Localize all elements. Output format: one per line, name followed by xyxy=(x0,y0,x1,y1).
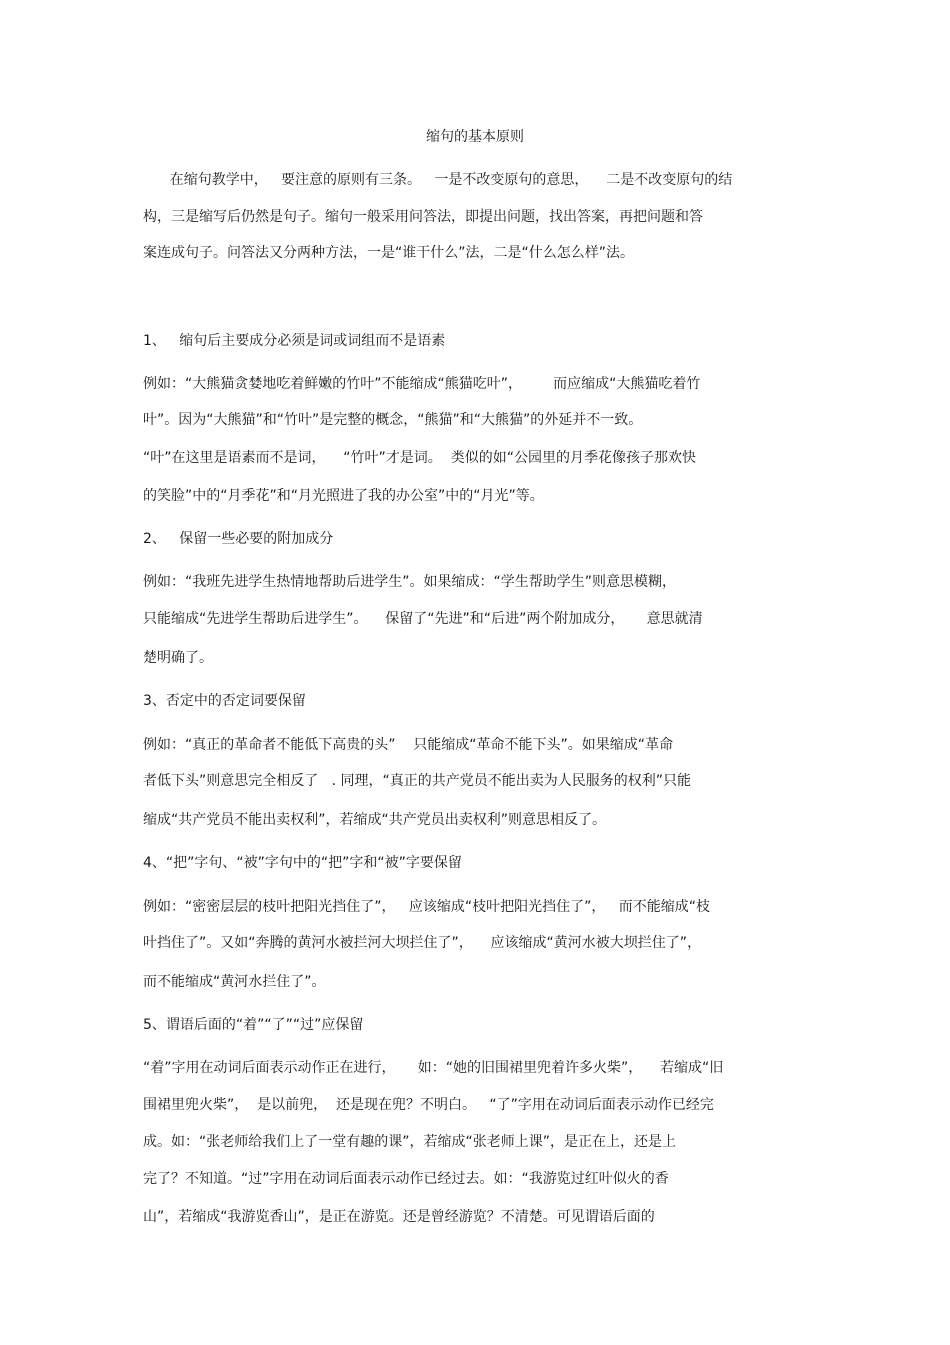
page-title: 缩句的基本原则 xyxy=(426,129,524,145)
intro-line: 在缩句教学中， 要注意的原则有三条。 一是不改变原句的意思， 二是不改变原句的结 xyxy=(143,172,733,188)
rule-text: “叶”在这里是语素而不是词， “竹叶”才是词。 类似的如“公园里的月季花像孩子那欢快 xyxy=(143,450,696,466)
rule-text: 围裙里兜火柴”， 是以前兜， 还是现在兜？不明白。 “了”字用在动词后面表示动作已经完 xyxy=(143,1097,714,1113)
rule-text: 只能缩成“先进学生帮助后进学生”。 保留了“先进”和“后进”两个附加成分， 意思就清 xyxy=(143,611,703,627)
rule-text: 叶”。因为“大熊猫”和“竹叶”是完整的概念，“熊猫”和“大熊猫”的外延并不一致。 xyxy=(143,412,643,428)
rule-text: 完了？不知道。“过”字用在动词后面表示动作已经过去。如：“我游览过红叶似火的香 xyxy=(143,1171,669,1187)
rule-text: 例如：“密密层层的枝叶把阳光挡住了”， 应该缩成“枝叶把阳光挡住了”， 而不能缩成“枝 xyxy=(143,899,710,915)
rule-text: 而不能缩成“黄河水拦住了”。 xyxy=(143,974,326,990)
rule-text: 叶挡住了”。又如“奔腾的黄河水被拦河大坝拦住了”， 应该缩成“黄河水被大坝拦住了”， xyxy=(143,935,702,951)
rule-text: 例如：“我班先进学生热情地帮助后进学生”。如果缩成：“学生帮助学生”则意思模糊， xyxy=(143,574,677,590)
rule-heading: 1、 缩句后主要成分必须是词或词组而不是语素 xyxy=(143,333,446,349)
rule-text: 例如：“大熊猫贪婪地吃着鲜嫩的竹叶”不能缩成“熊猫吃叶”， 而应缩成“大熊猫吃着竹 xyxy=(143,376,701,392)
rule-text: 楚明确了。 xyxy=(143,650,213,666)
rule-text: 例如：“真正的革命者不能低下高贵的头” 只能缩成“革命不能下头”。如果缩成“革命 xyxy=(143,737,674,753)
rule-heading: 4、“把”字句、“被”字句中的“把”字和“被”字要保留 xyxy=(143,855,462,871)
intro-line: 案连成句子。问答法又分两种方法，一是“谁干什么”法，二是“什么怎么样”法。 xyxy=(143,245,635,261)
rule-heading: 3、否定中的否定词要保留 xyxy=(143,693,306,709)
rule-text: 的笑脸”中的“月季花”和“月光照进了我的办公室”中的“月光”等。 xyxy=(143,488,544,504)
rule-text: 缩成“共产党员不能出卖权利”，若缩成“共产党员出卖权利”则意思相反了。 xyxy=(143,812,607,828)
rule-text: 成。如：“张老师给我们上了一堂有趣的课”，若缩成“张老师上课”，是正在上，还是上 xyxy=(143,1134,677,1150)
rule-heading: 5、谓语后面的“着”“了”“过”应保留 xyxy=(143,1017,364,1033)
rule-heading: 2、 保留一些必要的附加成分 xyxy=(143,531,334,547)
rule-text: 者低下头”则意思完全相反了 . 同理，“真正的共产党员不能出卖为人民服务的权利”只能 xyxy=(143,773,692,789)
rule-text: “着”字用在动词后面表示动作正在进行， 如：“她的旧围裙里兜着许多火柴”， 若缩成“旧 xyxy=(143,1060,724,1076)
rule-text: 山”，若缩成“我游览香山”，是正在游览。还是曾经游览？不清楚。可见谓语后面的 xyxy=(143,1209,655,1225)
intro-line: 构，三是缩写后仍然是句子。缩句一般采用问答法，即提出问题，找出答案，再把问题和答 xyxy=(143,209,703,225)
